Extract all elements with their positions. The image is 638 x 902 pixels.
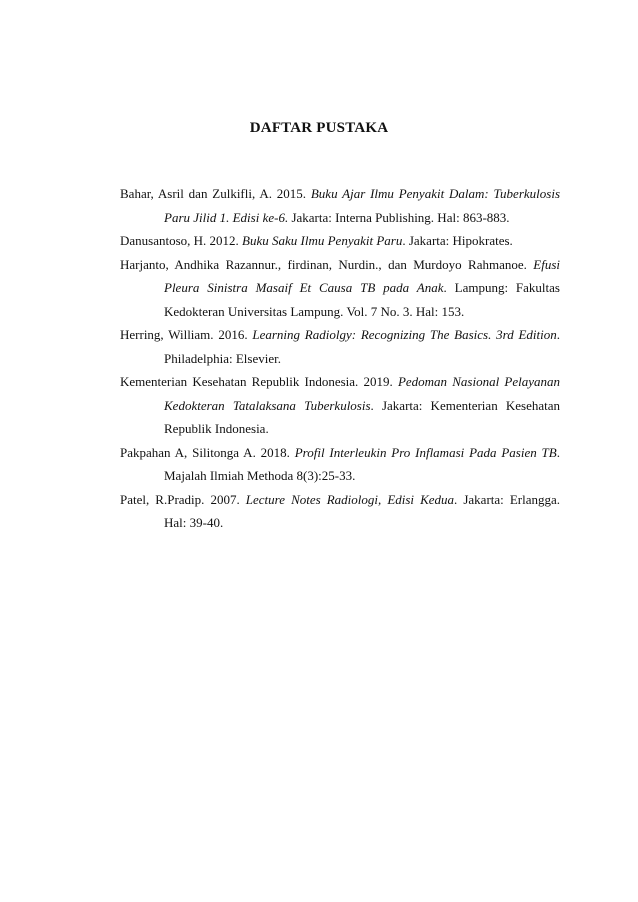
reference-title: Lecture Notes Radiologi, Edisi Kedua (245, 491, 455, 507)
reference-title: Buku Ajar Ilmu Penyakit Dalam: Tuberkulosis Paru Jilid 1. Edisi ke-6. (164, 186, 560, 225)
reference-author-year: Pakpahan A, Silitonga A. 2018. (120, 444, 295, 460)
reference-entry (120, 323, 560, 370)
reference-list (120, 182, 560, 535)
reference-publisher: Jakarta: Interna Publishing. Hal: 863-883. (288, 209, 510, 225)
page-title: DAFTAR PUSTAKA (249, 120, 389, 136)
reference-title: Buku Saku Ilmu Penyakit Paru (242, 233, 403, 248)
reference-entry (120, 488, 560, 535)
reference-entry (120, 182, 560, 229)
reference-title: Learning Radiolgy: Recognizing The Basics. 3rd Edition (252, 327, 557, 342)
reference-publisher: . Jakarta: Erlangga. Hal: 39-40. (164, 491, 561, 530)
reference-title: Pedoman Nasional Pelayanan Kedokteran Tatalaksana Tuberkulosis (164, 374, 560, 413)
reference-author-year: Herring, William. 2016. (120, 327, 253, 342)
reference-title: Efusi Pleura Sinistra Masaif Et Causa TB pada Anak (164, 256, 560, 295)
reference-publisher: . Jakarta: Kementerian Kesehatan Republik Indonesia. (164, 397, 560, 436)
reference-entry (120, 441, 560, 488)
reference-entry (120, 370, 560, 441)
reference-author-year: Harjanto, Andhika Razannur., firdinan, Nurdin., dan Murdoyo Rahmanoe. (120, 256, 534, 272)
reference-publisher: . Lampung: Fakultas Kedokteran Universitas Lampung. Vol. 7 No. 3. Hal: 153. (164, 280, 560, 319)
reference-entry (120, 253, 560, 324)
reference-author-year: Kementerian Kesehatan Republik Indonesia. 2019. (120, 374, 398, 389)
reference-author-year: Bahar, Asril dan Zulkifli, A. 2015. (120, 186, 311, 201)
reference-author-year: Danusantoso, H. 2012. (120, 233, 243, 248)
reference-publisher: . Majalah Ilmiah Methoda 8(3):25-33. (164, 444, 560, 483)
reference-entry (120, 229, 560, 253)
reference-title: Profil Interleukin Pro Inflamasi Pada Pasien TB (294, 444, 557, 460)
reference-publisher: . Jakarta: Hipokrates. (402, 233, 513, 248)
reference-author-year: Patel, R.Pradip. 2007. (120, 491, 246, 507)
reference-publisher: . Philadelphia: Elsevier. (164, 327, 560, 366)
